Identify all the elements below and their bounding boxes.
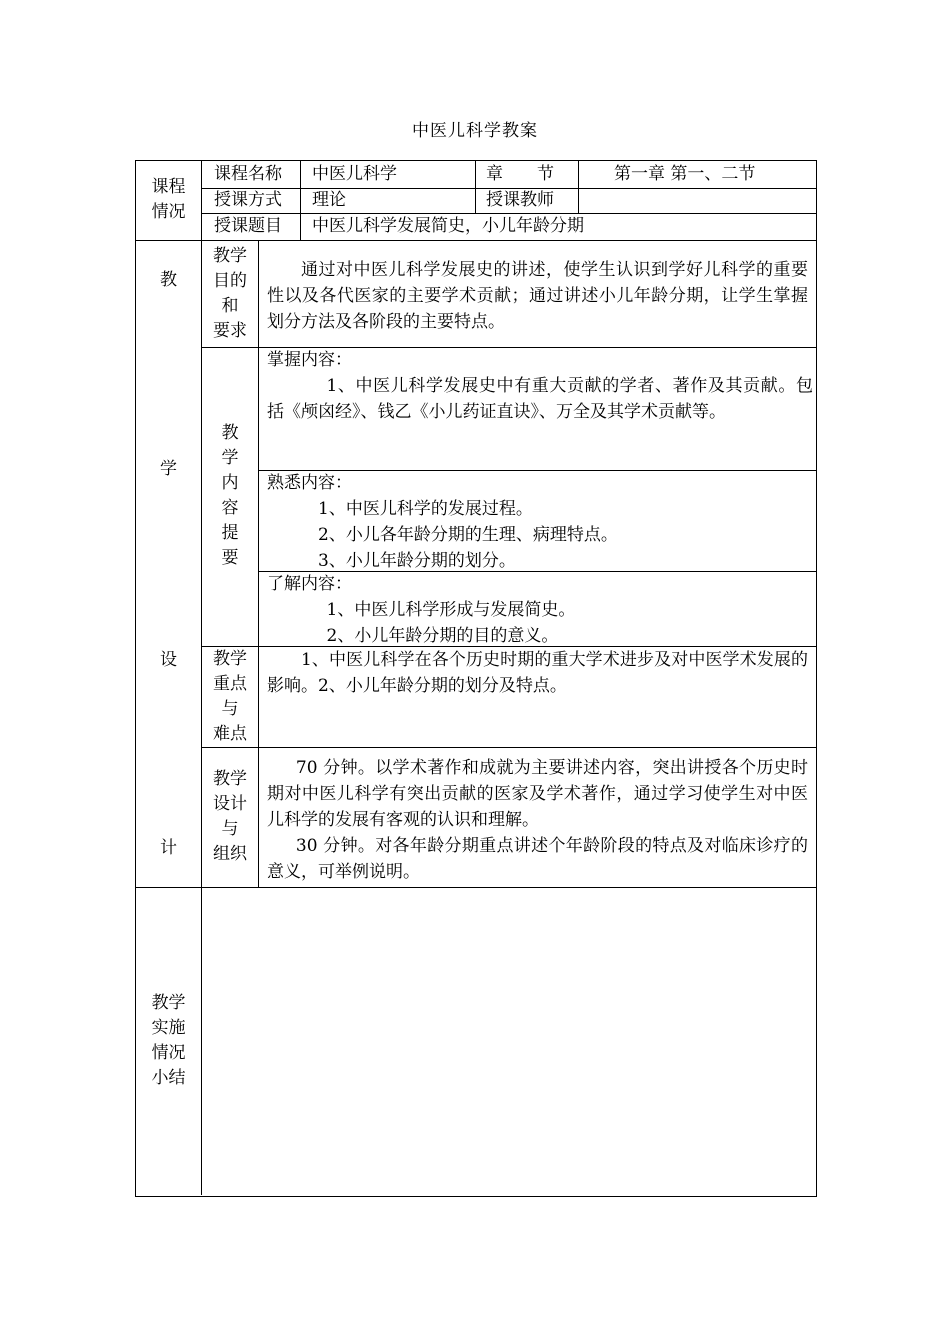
label-keypoints: 教学 重点 与 难点 bbox=[213, 649, 247, 744]
value-chapter: 第一章 第一、二节 bbox=[614, 164, 756, 184]
side-char: 设 bbox=[160, 650, 177, 670]
list-item: 2、小儿各年龄分期的生理、病理特点。 bbox=[318, 525, 618, 545]
page-title: 中医儿科学教案 bbox=[412, 121, 538, 141]
list-item: 2、小儿年龄分期的目的意义。 bbox=[326, 626, 559, 646]
list-item: 3、小儿年龄分期的划分。 bbox=[318, 551, 516, 571]
organization-text: 70 分钟。以学术著作和成就为主要讲述内容，突出讲授各个历史时期对中医儿科学有突出贡献的医家及学术著作，通过学习使学生对中医儿科学的发展有客观的认识和理解。 30 分钟。对各年龄分期重点讲述个年龄阶段的特点及对临床诊疗的意义，可举例说明。 bbox=[267, 758, 808, 882]
label-organization: 教学 设计 与 组织 bbox=[213, 769, 247, 864]
row-divider bbox=[202, 747, 816, 748]
side-char: 计 bbox=[160, 838, 177, 858]
know-content bbox=[267, 571, 808, 649]
value-teaching-mode: 理论 bbox=[312, 190, 346, 210]
master-content bbox=[267, 347, 813, 425]
col-divider bbox=[578, 161, 579, 214]
col-divider bbox=[258, 240, 259, 887]
objectives-text: 通过对中医儿科学发展史的讲述，使学生认识到学好儿科学的重要性以及各代医家的主要学术贡献；通过讲述小儿年龄分期，让学生掌握划分方法及各阶段的主要特点。 bbox=[267, 260, 808, 332]
lesson-plan-table bbox=[135, 160, 817, 1197]
label-course-name: 课程名称 bbox=[214, 164, 282, 184]
label-objectives: 教学 目的 和 要求 bbox=[213, 246, 247, 341]
row-divider bbox=[136, 887, 816, 888]
label-topic: 授课题目 bbox=[214, 216, 282, 236]
list-item: 1、中医儿科学的发展过程。 bbox=[318, 499, 533, 519]
label-teaching-mode: 授课方式 bbox=[214, 190, 282, 210]
side-char: 教 bbox=[160, 270, 177, 290]
value-topic: 中医儿科学发展简史，小儿年龄分期 bbox=[312, 216, 584, 236]
know-title: 了解内容： bbox=[267, 574, 352, 594]
label-summary: 教学 实施 情况 小结 bbox=[151, 993, 186, 1088]
master-title: 掌握内容： bbox=[267, 350, 352, 370]
master-item: 1、中医儿科学发展史中有重大贡献的学者、著作及其贡献。包括《颅囟经》、钱乙《小儿药证直诀》、万全及其学术贡献等。 bbox=[267, 376, 813, 422]
row-divider bbox=[136, 240, 816, 241]
col-divider bbox=[475, 161, 476, 188]
list-item: 1、中医儿科学形成与发展简史。 bbox=[326, 600, 576, 620]
label-chapter: 章 节 bbox=[486, 164, 554, 184]
side-char: 学 bbox=[160, 459, 177, 479]
col-divider bbox=[300, 161, 301, 240]
section-label-course: 课程情况 bbox=[151, 177, 186, 222]
familiar-content bbox=[267, 470, 808, 574]
keypoints-text: 1、中医儿科学在各个历史时期的重大学术进步及对中医学术发展的影响。2、小儿年龄分期的划分及特点。 bbox=[267, 650, 808, 696]
col-divider bbox=[475, 188, 476, 214]
value-course-name: 中医儿科学 bbox=[312, 164, 397, 184]
label-content-outline: 教 学 内 容 提 要 bbox=[221, 423, 239, 568]
familiar-title: 熟悉内容： bbox=[267, 473, 352, 493]
label-teacher: 授课教师 bbox=[486, 190, 554, 210]
